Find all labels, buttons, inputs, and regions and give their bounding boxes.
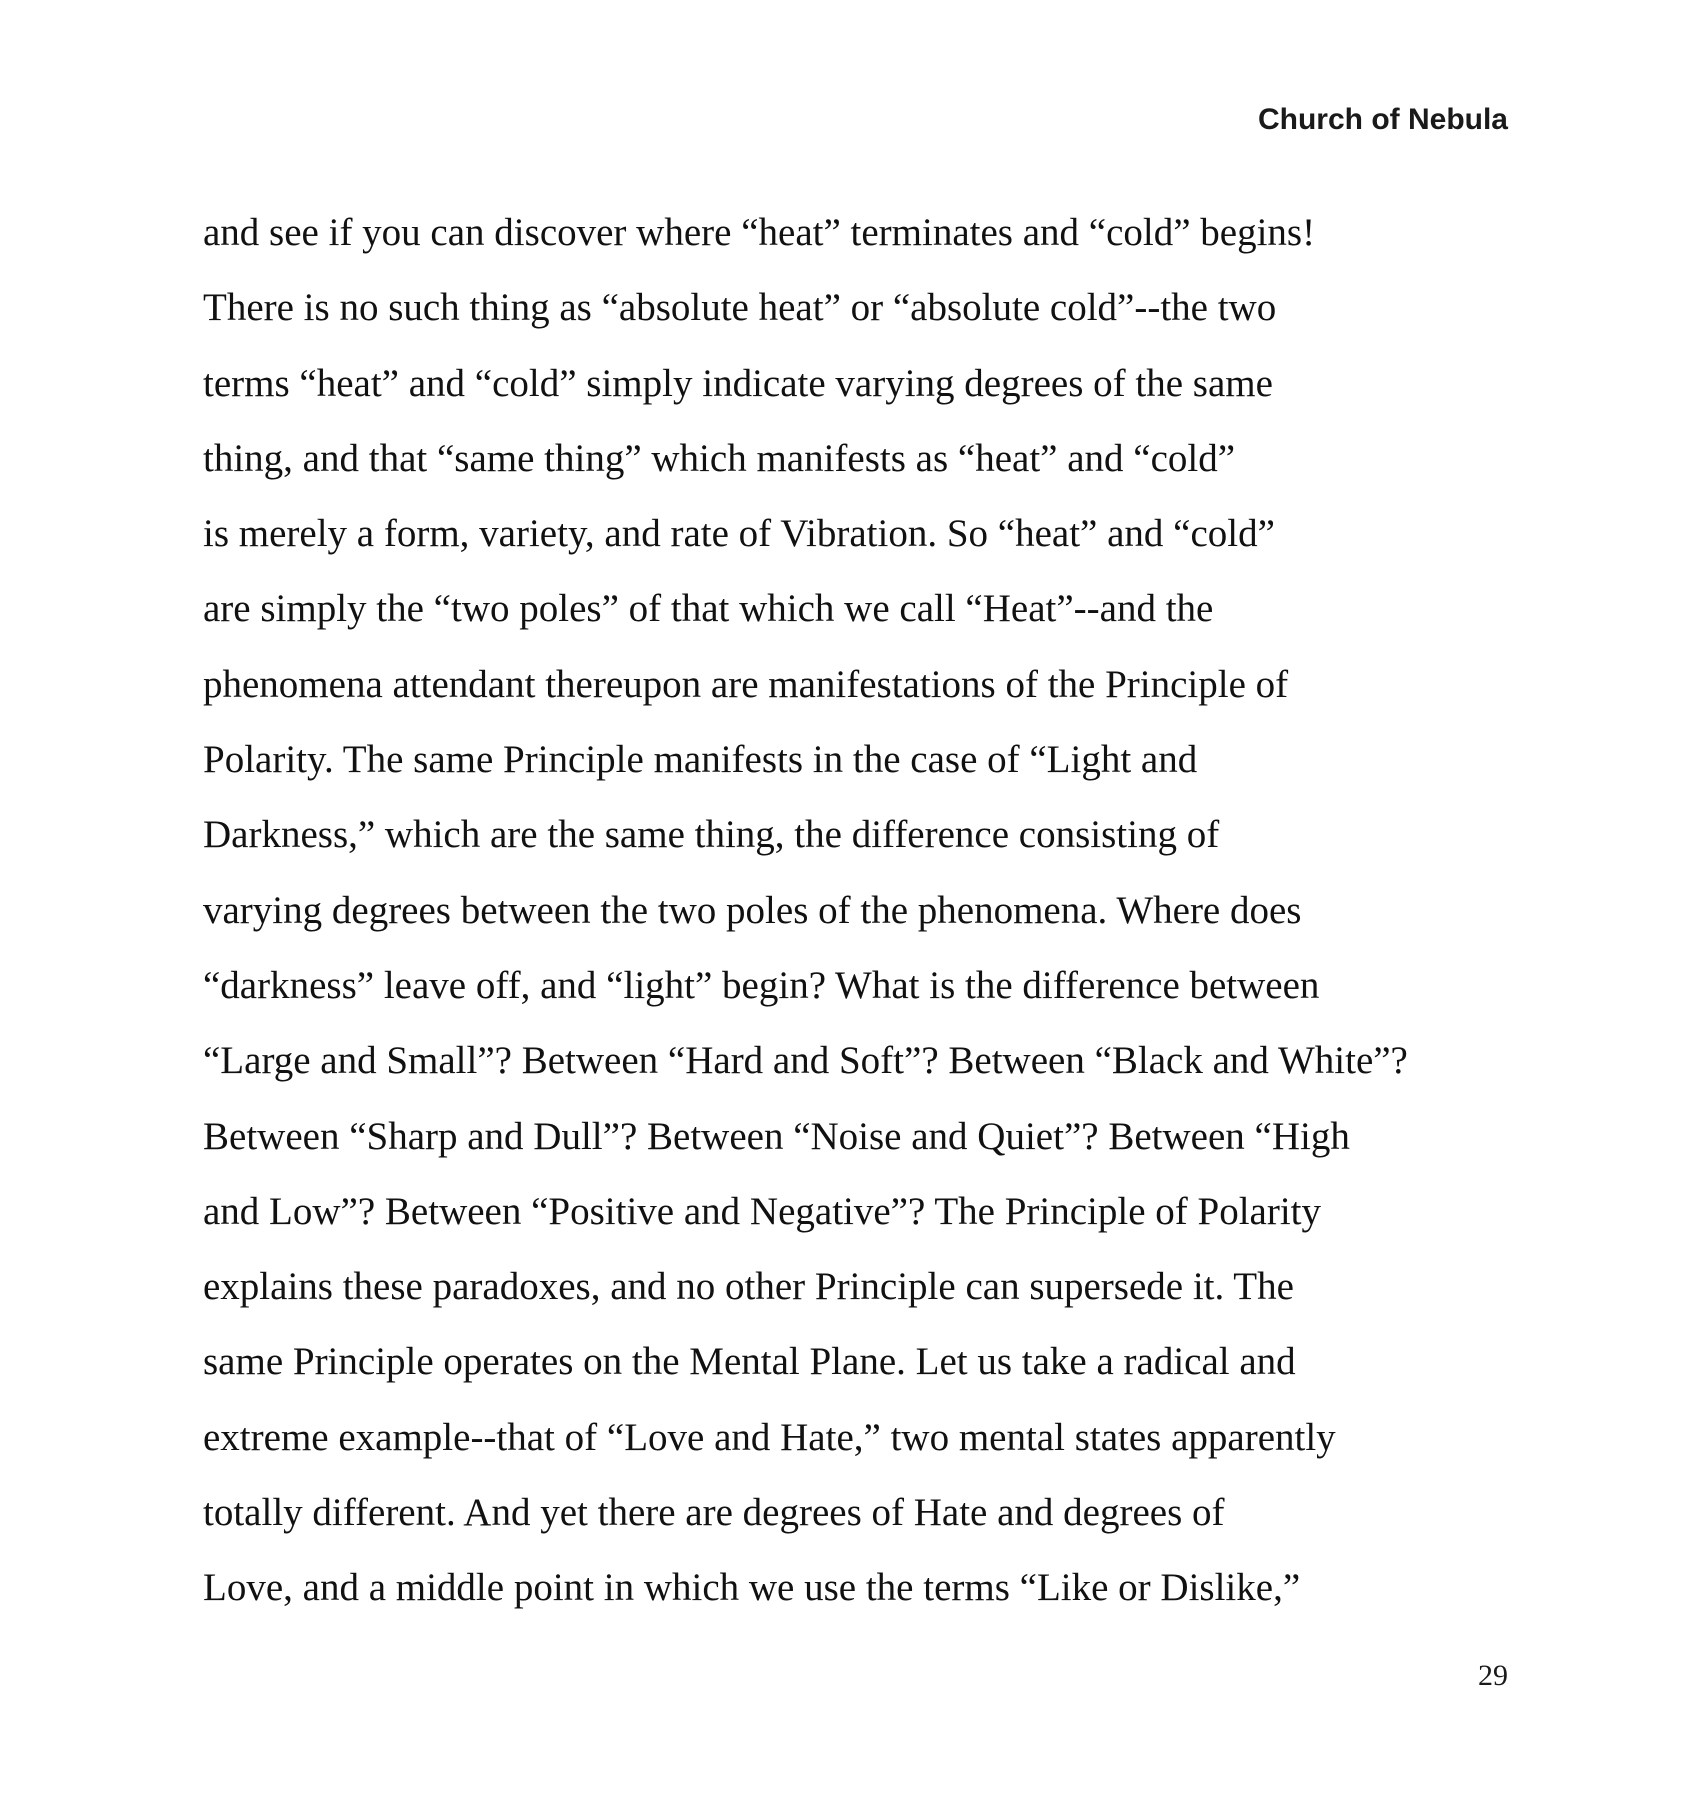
text-line: “Large and Small”? Between “Hard and Soft”? Between “Black and White”?: [203, 1039, 1408, 1083]
text-line: and see if you can discover where “heat” terminates and “cold” begins!: [203, 211, 1316, 254]
text-line: Between “Sharp and Dull”? Between “Noise and Quiet”? Between “High: [203, 1114, 1350, 1158]
page-number: 29: [1478, 1659, 1508, 1692]
text-line: explains these paradoxes, and no other Principle can supersede it. The: [203, 1265, 1294, 1309]
text-line: extreme example--that of “Love and Hate,” two mental states apparently: [203, 1415, 1336, 1459]
text-line: Polarity. The same Principle manifests in the case of “Light and: [203, 738, 1198, 782]
text-line: varying degrees between the two poles of the phenomena. Where does: [203, 888, 1302, 932]
text-line: phenomena attendant thereupon are manifestations of the Principle of: [203, 662, 1289, 706]
text-line: same Principle operates on the Mental Plane. Let us take a radical and: [203, 1340, 1296, 1384]
text-line: “darkness” leave off, and “light” begin? What is the difference between: [203, 963, 1320, 1007]
text-line: and Low”? Between “Positive and Negative”? The Principle of Polarity: [203, 1189, 1322, 1233]
text-line: is merely a form, variety, and rate of Vibration. So “heat” and “cold”: [203, 512, 1275, 556]
body-text: [203, 195, 1523, 1626]
text-line: terms “heat” and “cold” simply indicate varying degrees of the same: [203, 361, 1273, 405]
text-line: are simply the “two poles” of that which we call “Heat”--and the: [203, 587, 1214, 631]
text-line: thing, and that “same thing” which manifests as “heat” and “cold”: [203, 436, 1236, 480]
text-line: totally different. And yet there are degrees of Hate and degrees of: [203, 1491, 1225, 1535]
text-line: There is no such thing as “absolute heat” or “absolute cold”--the two: [203, 286, 1277, 330]
text-line: Love, and a middle point in which we use the terms “Like or Dislike,”: [203, 1566, 1301, 1610]
running-header-title: Church of Nebula: [1257, 103, 1508, 136]
text-line: Darkness,” which are the same thing, the difference consisting of: [203, 813, 1220, 857]
